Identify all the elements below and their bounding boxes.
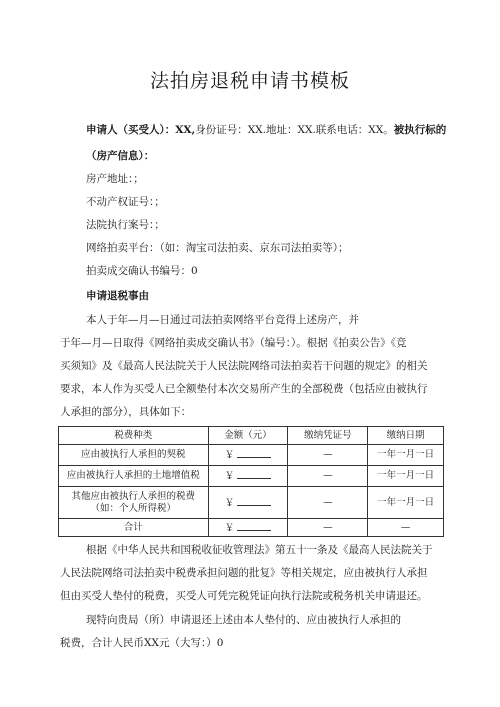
header-amount: 金额（元）: [208, 427, 288, 445]
date-cell: 一年一月一日: [368, 445, 444, 466]
property-info-heading: （房产信息）：: [86, 150, 155, 162]
property-address: 房产地址：；: [86, 173, 144, 185]
yen-sign: ￥: [224, 471, 235, 482]
header-tax-type: 税费种类: [59, 427, 209, 445]
amount-blank: [237, 496, 271, 506]
para1-line1: 本人于年—月—日通过司法拍卖网络平台竞得上述房产，并: [86, 314, 359, 326]
yen-sign: ￥: [224, 497, 235, 509]
amount-blank: [237, 448, 271, 458]
amount-cell: [208, 445, 288, 466]
tax-type-cell: 应由被执行人承担的契税: [59, 445, 209, 466]
date-cell: 一年一月一日: [368, 466, 444, 487]
applicant-tail: 被执行标的: [393, 124, 447, 136]
para2-line2: 人民法院网络司法拍卖中税费承担问题的批复》等相关规定，应由被执行人承担: [60, 567, 428, 579]
amount-blank: [237, 469, 271, 479]
applicant-info: 身份证号：XX.地址：XX.联系电话：XX。: [195, 124, 394, 136]
yen-sign: ￥: [224, 450, 235, 461]
tax-type-line1: 其他应由被执行人承担的税费: [71, 490, 196, 502]
para1-line3: 买须知》及《最高人民法院关于人民法院网络司法拍卖若干问题的规定》的相关: [60, 360, 428, 372]
table-row: [59, 487, 444, 519]
applicant-name: XX,: [175, 124, 196, 136]
para1-line4: 要求，本人作为买受人已全额垫付本次交易所产生的全部税费（包括应由被执行: [60, 383, 428, 395]
para2-line1: 根据《中华人民共和国税收征收管理法》第五十一条及《最高人民法院关于: [86, 544, 433, 556]
total-voucher-cell: —: [288, 519, 368, 537]
applicant-label: 申请人（买受人）：: [86, 124, 176, 136]
table-row: [59, 445, 444, 466]
auction-platform: 网络拍卖平台：（如：淘宝司法拍卖、京东司法拍卖等）；: [86, 242, 349, 254]
auction-confirmation-number: 拍卖成交确认书编号：0: [86, 265, 198, 277]
table-total-row: [59, 519, 444, 537]
property-certificate: 不动产权证号：；: [86, 196, 165, 208]
voucher-cell: —: [288, 487, 368, 519]
yen-sign: ￥: [224, 522, 235, 534]
tax-type-line2: （如：个人所得税）: [90, 502, 177, 514]
amount-cell: [208, 487, 288, 519]
amount-blank: [237, 521, 271, 531]
para1-line2: 于年—月—日取得《网络拍卖成交确认书》（编号：）。根据《拍卖公告》《竞: [60, 337, 407, 349]
para3-line2: 税费，合计人民币XX元（大写：）0: [60, 637, 224, 649]
para3-line1: 现特向贵局（所）申请退还上述由本人垫付的、应由被执行人承担的: [86, 614, 401, 626]
amount-cell: [208, 466, 288, 487]
table-header-row: [59, 427, 444, 445]
voucher-cell: —: [288, 466, 368, 487]
header-date: 缴纳日期: [368, 427, 444, 445]
header-voucher: 缴纳凭证号: [288, 427, 368, 445]
tax-type-cell: [59, 487, 209, 519]
table-row: [59, 466, 444, 487]
para2-line3: 但由买受人垫付的税费，买受人可凭完税凭证向执行法院或税务机关申请退还。: [60, 590, 428, 602]
total-amount-cell: [208, 519, 288, 537]
applicant-line: [86, 123, 446, 137]
voucher-cell: —: [288, 445, 368, 466]
total-label-cell: 合计: [59, 519, 209, 537]
court-case-number: 法院执行案号：；: [86, 219, 165, 231]
tax-type-cell: 应由被执行人承担的土地增值税: [59, 466, 209, 487]
tax-table: [58, 426, 444, 537]
document-title: 法拍房退税申请书模板: [149, 70, 350, 92]
date-cell: 一年一月一日: [368, 487, 444, 519]
para1-line5: 人承担的部分），具体如下：: [60, 406, 192, 418]
total-date-cell: —: [368, 519, 444, 537]
section-heading: 申请退税事由: [86, 290, 149, 302]
